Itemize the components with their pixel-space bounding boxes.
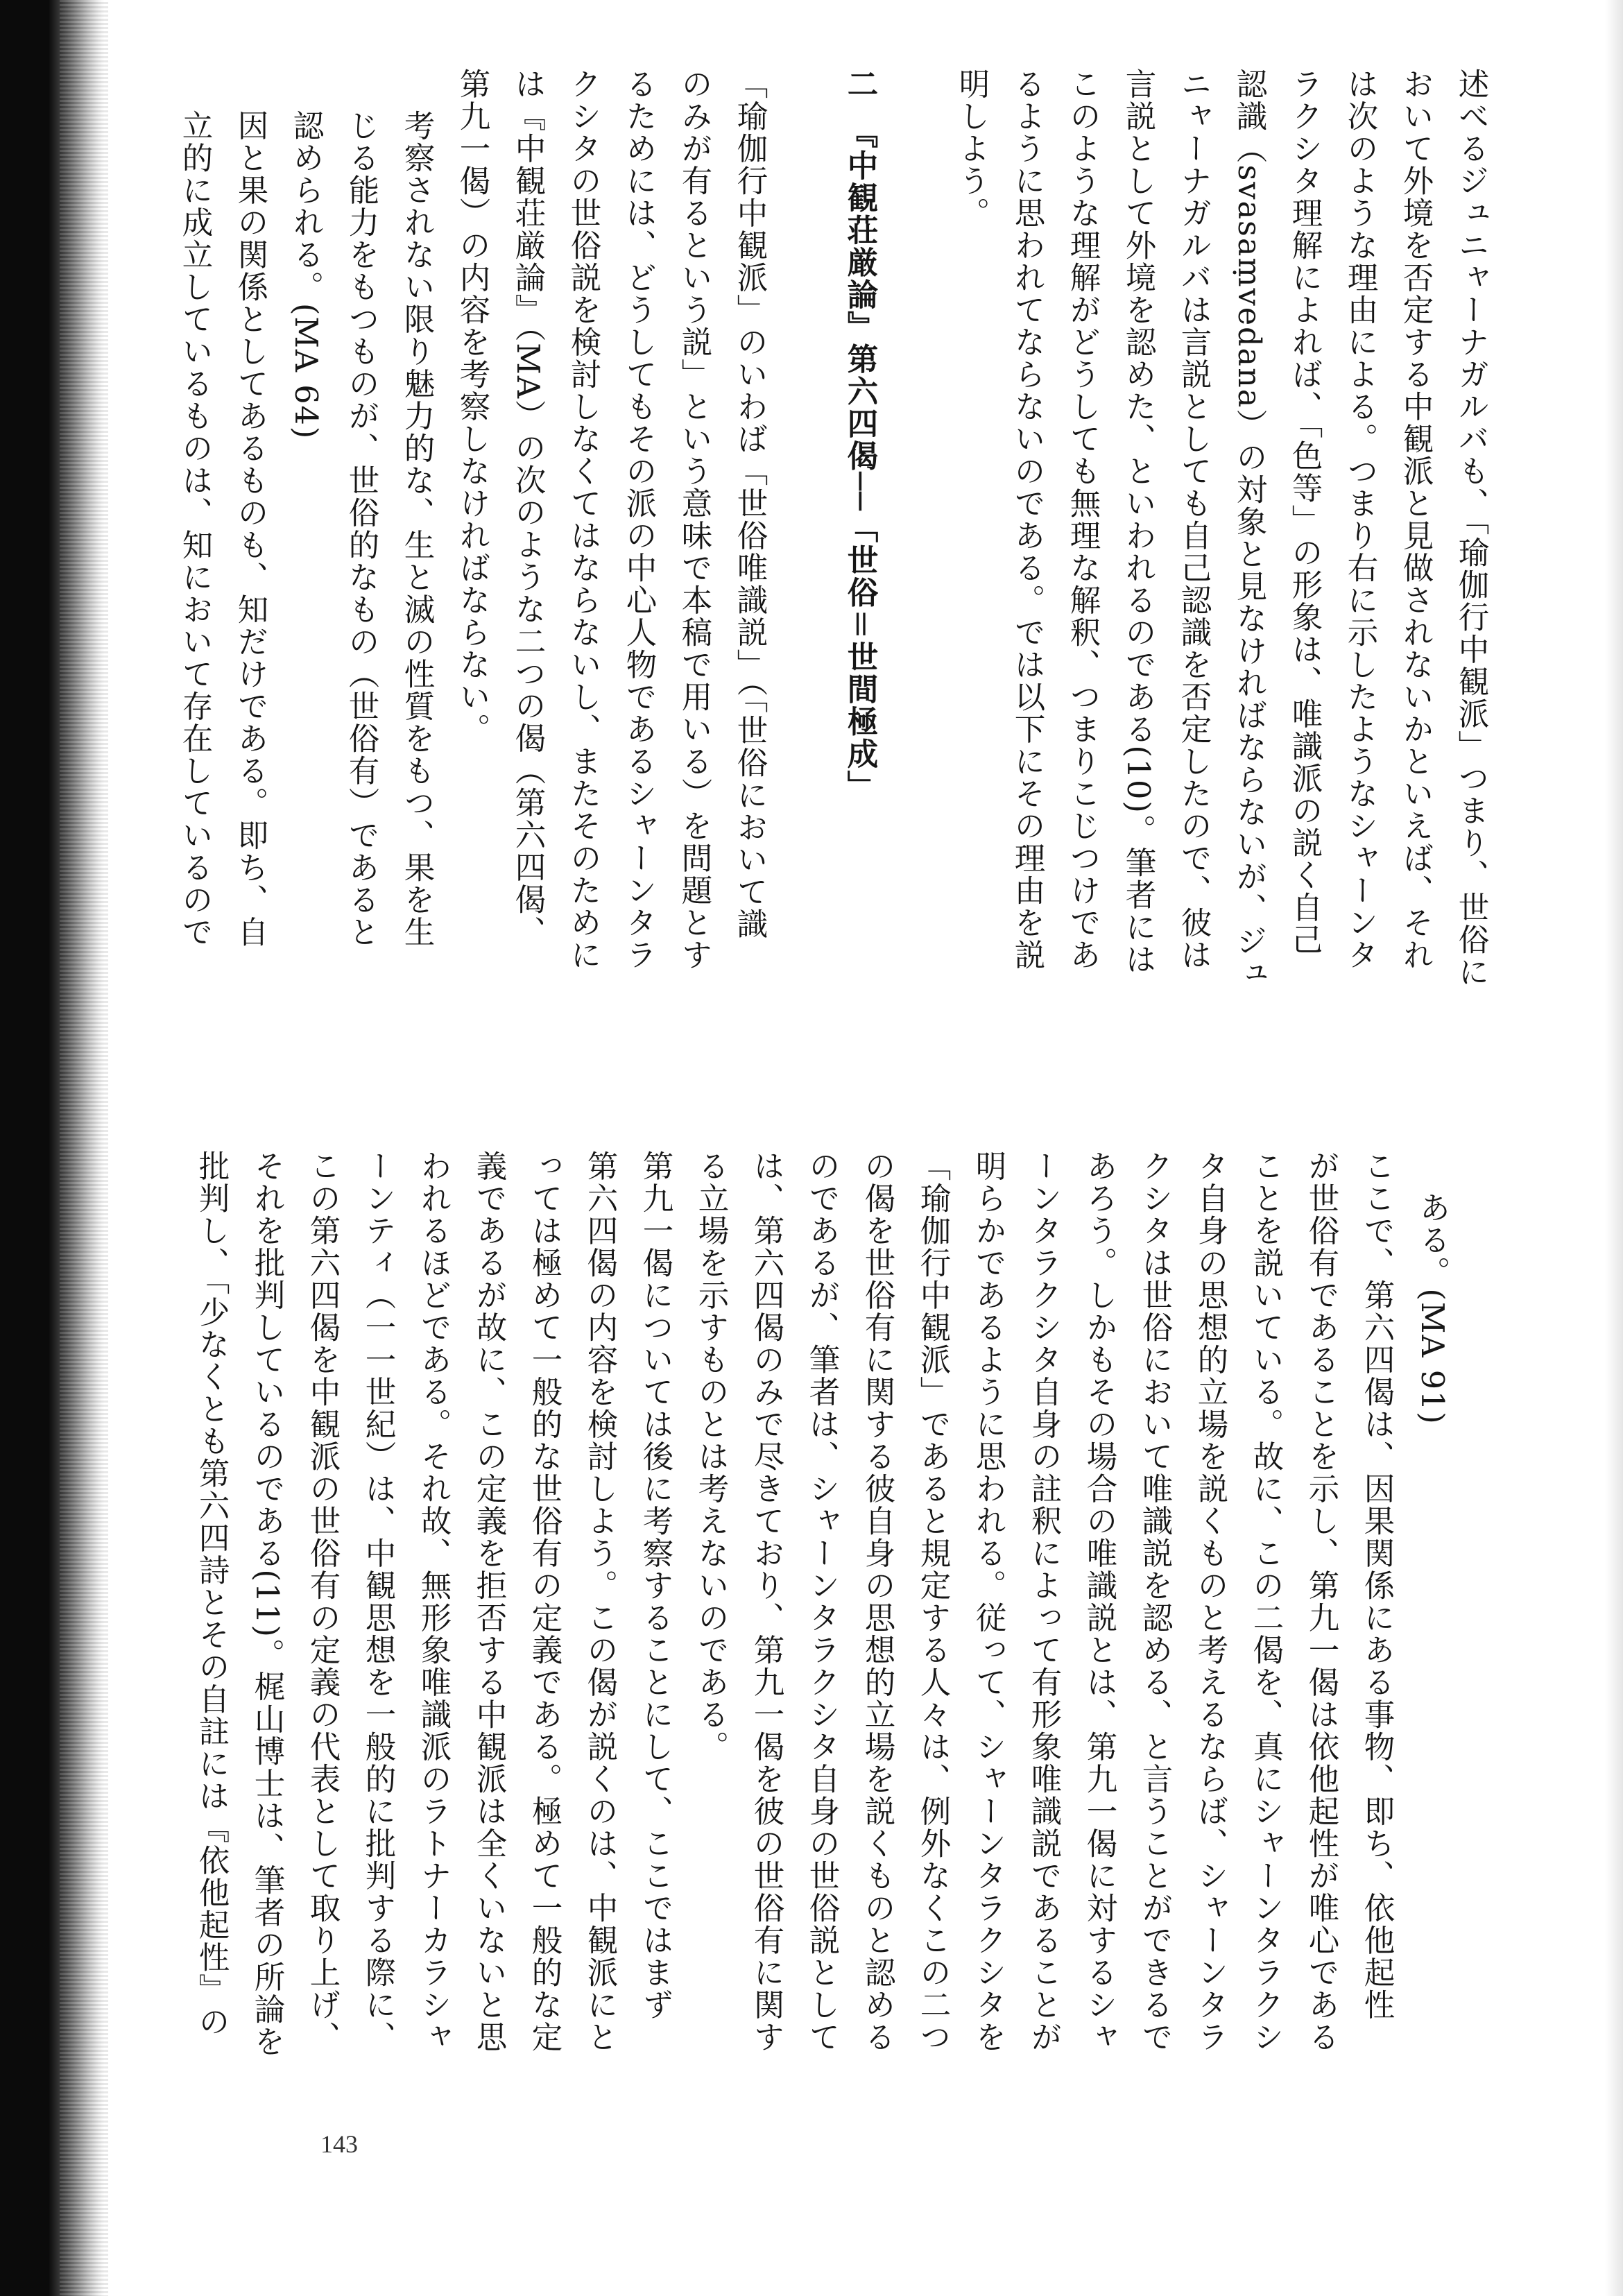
text-line: 「瑜伽行中観派」のいわば「世俗唯識説」（「世俗において識 xyxy=(732,68,767,941)
text-line: 認識（svasaṃvedana）の対象と見なければならないが、ジュ xyxy=(1231,68,1266,990)
quote-line: 認められる。(MA 64) xyxy=(288,110,323,440)
text-line: は次のような理由による。つまり右に示したようなシャーンタ xyxy=(1342,68,1377,971)
text-line: は、第六四偈のみで尽きており、第九一偈を彼の世俗有に関す xyxy=(748,1150,784,2053)
lower-text-block xyxy=(183,1150,1459,2114)
text-line: は『中観荘厳論』（MA）の次のような二つの偈（第六四偈、 xyxy=(510,68,545,948)
text-line: ニャーナガルバは言説としても自己認識を否定したので、彼は xyxy=(1176,68,1211,971)
text-line: 明らかであるように思われる。従って、シャーンタラクシタを xyxy=(970,1150,1006,2053)
text-line: あろう。しかもその場合の唯識説とは、第九一偈に対するシャ xyxy=(1081,1150,1117,2053)
text-line: 述べるジュニャーナガルバも、「瑜伽行中観派」つまり、世俗に xyxy=(1453,68,1488,988)
text-line: のであるが、筆者は、シャーンタラクシタ自身の世俗説として xyxy=(804,1150,839,2053)
text-line: ここで、第六四偈は、因果関係にある事物、即ち、依他起性 xyxy=(1359,1150,1394,2021)
text-line: 「瑜伽行中観派」であると規定する人々は、例外なくこの二つ xyxy=(915,1150,950,2053)
text-line: の偈を世俗有に関する彼自身の思想的立場を説くものと認める xyxy=(859,1150,895,2053)
text-line: おいて外境を否定する中観派と見做されないかといえば、それ xyxy=(1398,68,1433,971)
quote-line: 立的に成立しているものは、知において存在しているので xyxy=(177,110,212,948)
text-line: 批判し、「少なくとも第六四詩とその自註には『依他起性』の xyxy=(194,1150,229,2038)
text-line: るためには、どうしてもその派の中心人物であるシャーンタラ xyxy=(621,68,656,971)
quote-line: じる能力をもつものが、世俗的なもの（世俗有）であると xyxy=(343,110,379,948)
text-line: ーンティ（一一世紀）は、中観思想を一般的に批判する際に、 xyxy=(360,1150,395,2053)
text-line: る立場を示すものとは考えないのである。 xyxy=(693,1150,728,1763)
text-line: この第六四偈を中観派の世俗有の定義の代表として取り上げ、 xyxy=(304,1150,340,2053)
text-line: それを批判しているのである(11)。梶山博士は、筆者の所論を xyxy=(249,1150,284,2058)
text-line: 言説として外境を認めた、といわれるのである(10)。筆者には xyxy=(1120,68,1156,976)
upper-text-block xyxy=(166,68,1498,1053)
text-line: このような理解がどうしても無理な解釈、つまりこじつけであ xyxy=(1065,68,1100,971)
text-line: クシタは世俗において唯識説を認める、と言うことができるで xyxy=(1137,1150,1172,2053)
text-line: が世俗有であることを示し、第九一偈は依他起性が唯心である xyxy=(1303,1150,1339,2053)
text-line: ことを説いている。故に、この二偈を、真にシャーンタラクシ xyxy=(1248,1150,1283,2053)
quote-line: 因と果の関係としてあるものも、知だけである。即ち、自 xyxy=(232,110,268,948)
quote-line: ある。(MA 91) xyxy=(1414,1192,1450,1425)
text-line: われるほどである。それ故、無形象唯識派のラトナーカラシャ xyxy=(415,1150,451,2053)
text-line: 第六四偈の内容を検討しよう。この偈が説くのは、中観派にと xyxy=(582,1150,617,2053)
text-line: ーンタラクシタ自身の註釈によって有形象唯識説であることが xyxy=(1026,1150,1061,2053)
text-line: タ自身の思想的立場を説くものと考えるならば、シャーンタラ xyxy=(1192,1150,1228,2053)
page-number: 143 xyxy=(320,2130,358,2158)
section-heading: 二 『中観荘厳論』第六四偈──「世俗＝世間極成」 xyxy=(842,68,878,803)
text-line: 義であるが故に、この定義を拒否する中観派は全くいないと思 xyxy=(471,1150,506,2053)
text-line: 第九一偈）の内容を考察しなければならない。 xyxy=(454,68,490,746)
scan-grain xyxy=(60,0,108,2296)
text-line: るように思われてならないのである。では以下にその理由を説 xyxy=(1009,68,1045,971)
text-line: 明しよう。 xyxy=(954,68,989,230)
text-line: 第九一偈については後に考察することにして、ここではまず xyxy=(637,1150,673,2021)
text-line: っては極めて一般的な世俗有の定義である。極めて一般的な定 xyxy=(526,1150,562,2053)
quote-line: 考察されない限り魅力的な、生と滅の性質をもつ、果を生 xyxy=(399,110,434,948)
page-edge xyxy=(1605,0,1623,2296)
text-line: ラクシタ理解によれば、「色等」の形象は、唯識派の説く自己 xyxy=(1287,68,1322,956)
text-line: のみが有るという説」という意味で本稿で用いる）を問題とす xyxy=(676,68,712,971)
text-line: クシタの世俗説を検討しなくてはならないし、またそのために xyxy=(565,68,601,971)
